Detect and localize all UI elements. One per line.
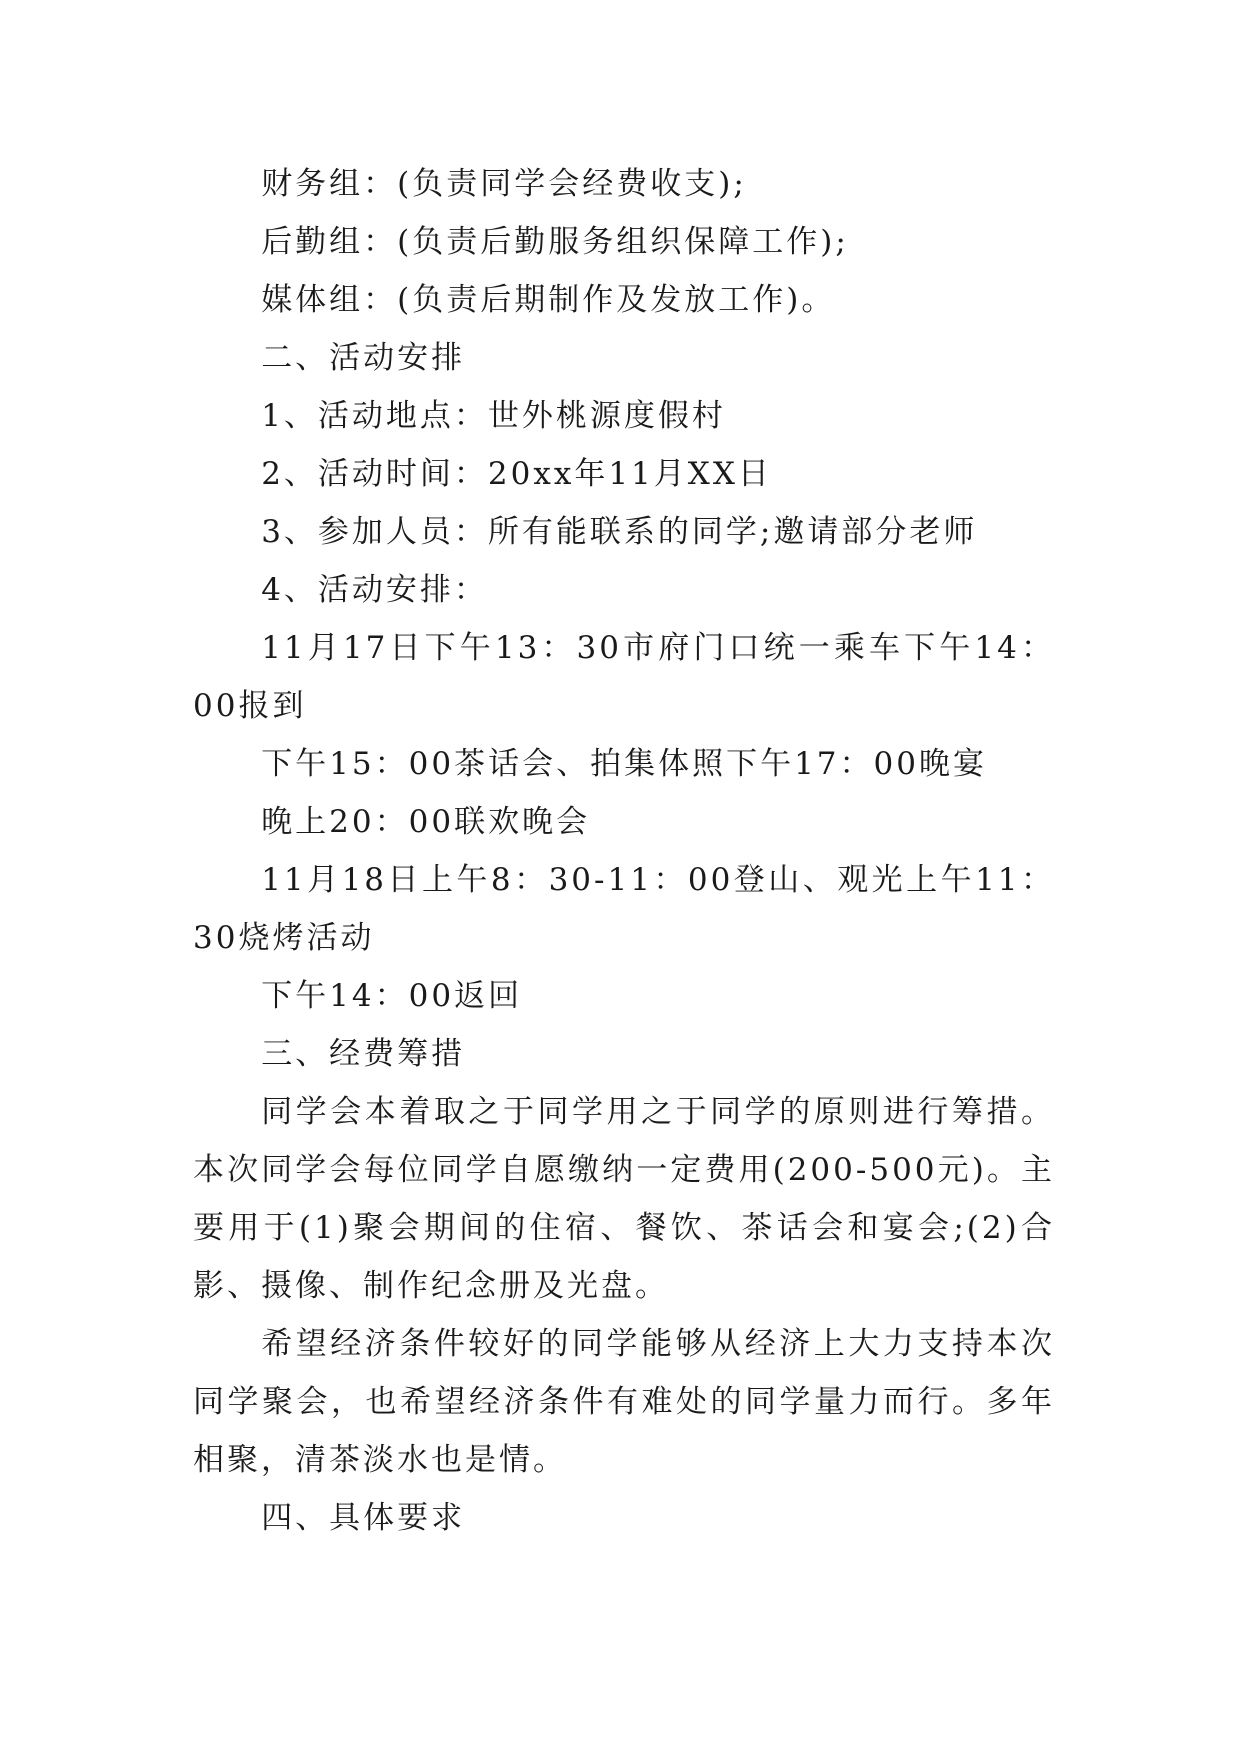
paragraph-schedule-return: 下午14：00返回 [261, 978, 523, 1014]
section-heading-requirements: 四、具体要求 [261, 1500, 466, 1536]
paragraph-schedule-heading: 4、活动安排： [261, 572, 488, 608]
section-heading-activity-arrangement: 二、活动安排 [261, 340, 466, 376]
paragraph-schedule-tea-party: 下午15：00茶话会、拍集体照下午17：00晚宴 [261, 746, 987, 782]
document-body [193, 155, 1055, 1547]
paragraph-funding-principle: 同学会本着取之于同学用之于同学的原则进行筹措。本次同学会每位同学自愿缴纳一定费用(200-500元)。主要用于(1)聚会期间的住宿、餐饮、茶话会和宴会;(2)合影、摄像、制作纪念册及光盘。 [193, 1094, 1055, 1304]
paragraph-logistics-group: 后勤组：(负责后勤服务组织保障工作); [261, 224, 849, 260]
paragraph-media-group: 媒体组：(负责后期制作及发放工作)。 [261, 282, 836, 318]
paragraph-activity-time: 2、活动时间：20xx年11月XX日 [261, 456, 772, 492]
paragraph-schedule-nov18-morning: 11月18日上午8：30-11：00登山、观光上午11：30烧烤活动 [193, 862, 1055, 956]
paragraph-schedule-nov17-afternoon: 11月17日下午13：30市府门口统一乘车下午14：00报到 [193, 630, 1055, 724]
paragraph-funding-support: 希望经济条件较好的同学能够从经济上大力支持本次同学聚会，也希望经济条件有难处的同学量力而行。多年相聚，清茶淡水也是情。 [193, 1326, 1055, 1478]
paragraph-activity-location: 1、活动地点：世外桃源度假村 [261, 398, 726, 434]
paragraph-schedule-evening-party: 晚上20：00联欢晚会 [261, 804, 591, 840]
paragraph-finance-group: 财务组：(负责同学会经费收支); [261, 166, 747, 202]
section-heading-funding: 三、经费筹措 [261, 1036, 466, 1072]
paragraph-participants: 3、参加人员：所有能联系的同学;邀请部分老师 [261, 514, 978, 550]
